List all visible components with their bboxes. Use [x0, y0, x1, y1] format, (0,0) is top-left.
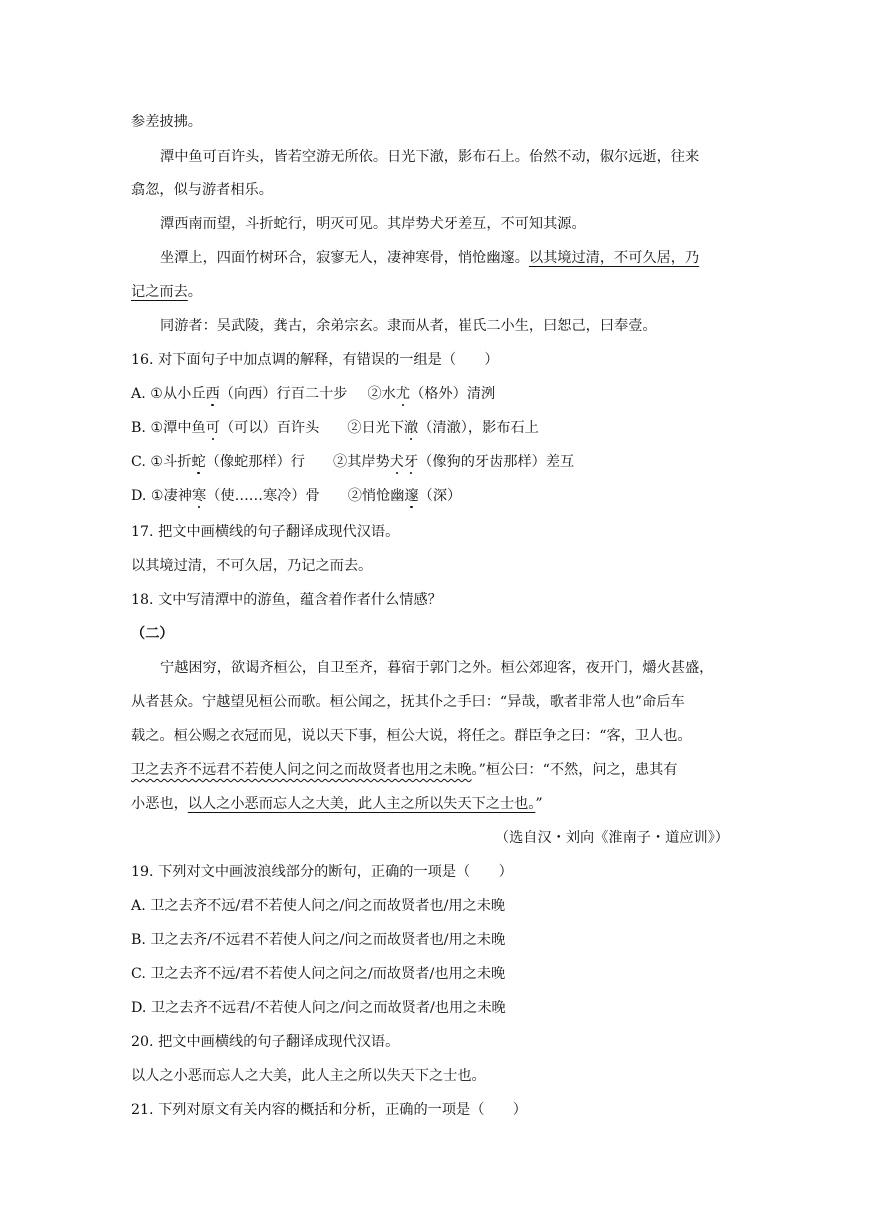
option-text: ②水: [367, 386, 396, 402]
option-text: （格外）清洌: [410, 386, 496, 402]
passage-text: 。”桓公曰：“不然，问之，患其有: [471, 762, 678, 778]
dotted-char: 犬: [389, 454, 404, 470]
question-19-stem: 19. 下列对文中画波浪线部分的断句，正确的一项是（ ）: [131, 864, 513, 880]
passage-line: [131, 760, 678, 780]
question-16-stem: 16. 对下面句子中加点调的解释，有错误的一组是（ ）: [131, 352, 499, 368]
question-20-sentence: 以人之小恶而忘人之大美，此人主之所以失天下之士也。: [131, 1068, 486, 1084]
question-19-option-a: A. 卫之去齐不远/君不若使人问之/问之而故贤者也/用之未晚: [131, 898, 506, 914]
dotted-char: 寒: [191, 488, 207, 504]
question-16-option-d: [131, 486, 461, 506]
option-text: ②日光下: [347, 420, 405, 436]
question-19-option-b: B. 卫之去齐/不远君不若使人问之/问之而故贤者也/用之未晚: [131, 932, 506, 948]
passage-line: 潭西南而望，斗折蛇行，明灭可见。其岸势犬牙差互，不可知其源。: [160, 216, 586, 232]
underlined-sentence: 以其境过清，不可久居，乃: [528, 250, 700, 266]
dotted-char: 可: [205, 420, 220, 436]
source-citation: （选自汉・刘向《淮南子・道应训》）: [494, 830, 729, 846]
option-text: （像狗的牙齿那样）差互: [418, 454, 575, 470]
question-17-stem: 17. 把文中画横线的句子翻译成现代汉语。: [131, 524, 400, 540]
underlined-sentence: 记之而去: [131, 284, 188, 300]
option-text: B. ①潭中鱼: [131, 420, 206, 436]
passage-line: [160, 248, 699, 268]
question-20-stem: 20. 把文中画横线的句子翻译成现代汉语。: [131, 1034, 400, 1050]
option-text: （深）: [418, 488, 462, 504]
option-text: （像蛇那样）行: [205, 454, 305, 470]
question-16-option-a: [131, 384, 495, 404]
dotted-char: 牙: [403, 454, 419, 470]
option-text: （向西）行百二十步: [219, 386, 348, 402]
dotted-char: 蛇: [191, 454, 206, 470]
option-text: D. ①凄神: [131, 488, 192, 504]
section-title: （二）: [131, 626, 174, 642]
option-text: C. ①斗折: [131, 454, 192, 470]
passage-line: 参差披拂。: [131, 114, 202, 130]
passage-line: 同游者：吴武陵，龚古，余弟宗玄。隶而从者，崔氏二小生，曰恕己，曰奉壹。: [160, 318, 657, 334]
option-text: （使……寒冷）骨: [206, 488, 320, 504]
dotted-char: 尤: [395, 386, 411, 402]
question-21-stem: 21. 下列对原文有关内容的概括和分析，正确的一项是（ ）: [131, 1102, 527, 1118]
option-text: ②悄怆幽: [347, 488, 405, 504]
option-text: （清澈），影布石上: [418, 420, 539, 436]
question-16-option-c: [131, 452, 574, 472]
question-16-option-b: [131, 418, 539, 438]
passage-line: 载之。桓公赐之衣冠而见，说以天下事，桓公大说，将任之。群臣争之曰：“客，卫人也。: [131, 728, 692, 744]
passage-line: 潭中鱼可百许头，皆若空游无所依。日光下澈，影布石上。佁然不动，俶尔远逝，往来: [160, 149, 700, 165]
wavy-underlined-text: 卫之去齐不远君不若使人问之问之而故贤者也用之未晚: [131, 762, 472, 778]
passage-text: 小恶也，: [131, 796, 188, 812]
option-text: （可以）百许头: [219, 420, 320, 436]
option-text: A. ①从小丘: [131, 386, 206, 402]
question-19-option-d: D. 卫之去齐不远君/不若使人问之/问之而故贤者/也用之未晚: [131, 1000, 506, 1016]
option-text: ②其岸势: [333, 454, 390, 470]
question-17-sentence: 以其境过清，不可久居，乃记之而去。: [131, 558, 373, 574]
passage-line: [131, 282, 202, 302]
underlined-sentence: 以人之小恶而忘人之大美，此人主之所以失天下之士也。: [187, 796, 536, 812]
passage-line: [131, 794, 543, 814]
question-19-option-c: C. 卫之去齐不远/君不若使人问之问之/而故贤者/也用之未晚: [131, 966, 506, 982]
passage-line: 宁越困穷，欲谒齐桓公，自卫至齐，暮宿于郭门之外。桓公郊迎客，夜开门，爝火甚盛，: [160, 660, 714, 676]
passage-text: 坐潭上，四面竹树环合，寂寥无人，凄神寒骨，悄怆幽邃。: [160, 250, 529, 266]
passage-text: 。: [187, 284, 202, 300]
passage-line: 从者甚众。宁越望见桓公而歌。桓公闻之，抚其仆之手曰：“异哉，歌者非常人也”命后车: [131, 694, 685, 710]
dotted-char: 西: [205, 386, 220, 402]
dotted-char: 邃: [404, 488, 419, 504]
dotted-char: 澈: [404, 420, 419, 436]
question-18-stem: 18. 文中写清潭中的游鱼，蕴含着作者什么情感？: [131, 592, 442, 608]
passage-text: ”: [535, 796, 543, 812]
passage-line: 翕忽，似与游者相乐。: [131, 182, 273, 198]
